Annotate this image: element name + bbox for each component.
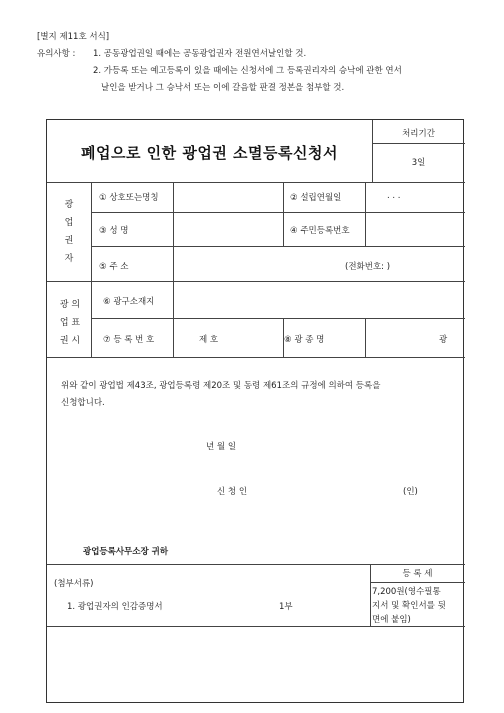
application-form	[46, 119, 464, 703]
seal-mark: (인)	[403, 487, 418, 497]
note-1: 1. 공동광업권일 때에는 공동광업권자 전원연서날인할 것.	[93, 49, 307, 59]
attachment-1: 1. 광업권자의 인감증명서	[67, 602, 163, 612]
holder-section-label: 광 업 권 자	[64, 200, 74, 264]
note-2-line-2: 날인을 받거나 그 승낙서 또는 이에 갈음할 판결 정본을 첨부할 것.	[101, 83, 345, 93]
notes-prefix: 유의사항 :	[37, 49, 76, 59]
mine-location-label: ⑥ 광구소재지	[103, 297, 155, 307]
registration-tax-line-2: 지서 및 확인서를 뒷	[372, 601, 446, 611]
mine-location-field[interactable]	[179, 288, 459, 312]
processing-divider	[372, 143, 465, 144]
resident-number-label: ④ 주민등록번호	[290, 226, 350, 236]
registration-number-label: ⑦ 등 록 번 호	[103, 335, 155, 345]
recipient: 광업등록사무소장 귀하	[83, 547, 169, 557]
phone-label: (전화번호: )	[345, 262, 391, 272]
attachment-1-quantity: 1부	[279, 602, 293, 612]
mine-bottom-line	[47, 357, 465, 358]
registration-tax-line-1: 7,200원(영수필통	[372, 587, 441, 597]
form-title: 폐업으로 인한 광업권 소멸등록신청서	[80, 144, 338, 162]
registration-tax-label: 등 록 세	[402, 569, 433, 579]
processing-period-label: 처리기간	[402, 129, 435, 139]
title-bottom-line	[47, 182, 465, 183]
mine-section-divider	[91, 281, 92, 357]
mineral-name-label: ⑧ 광 종 명	[284, 335, 325, 345]
application-date[interactable]: 년 월 일	[206, 442, 237, 452]
attachments-top-line	[47, 564, 465, 565]
note-2-line-1: 2. 가등록 또는 예고등록이 있을 때에는 신청서에 그 등록권리자의 승낙에 관한 연서	[93, 66, 402, 76]
resident-number-field[interactable]	[369, 217, 461, 241]
establishment-date-field[interactable]: . . .	[387, 191, 401, 201]
attachments-label: (첨부서류)	[54, 579, 94, 589]
registration-number-field[interactable]: 제 호	[199, 335, 219, 345]
applicant-name-field[interactable]	[179, 217, 279, 241]
applicant-name-label: ③ 성 명	[99, 226, 129, 236]
holder-bottom-line	[47, 281, 465, 282]
registration-tax-line-3: 면에 붙임)	[372, 615, 411, 625]
application-statement-line-1: 위와 같이 광업법 제43조, 광업등록령 제20조 및 동령 제61조의 규정에 의하여 등록을	[61, 381, 381, 391]
mine-section-label: 광 의 업 표 권 시	[59, 300, 81, 346]
applicant-label: 신 청 인	[217, 487, 248, 497]
address-label: ⑤ 주 소	[99, 262, 129, 272]
processing-period-value: 3일	[411, 158, 426, 168]
establishment-date-label: ② 설립연월일	[290, 193, 342, 203]
company-name-label: ① 상호또는명칭	[99, 193, 159, 203]
form-number: [별지 제11호 서식]	[37, 32, 110, 42]
mineral-unit: 광	[439, 335, 448, 345]
company-name-field[interactable]	[179, 186, 279, 208]
attachments-bottom-line	[47, 626, 465, 627]
application-statement-line-2: 신청합니다.	[61, 398, 105, 408]
